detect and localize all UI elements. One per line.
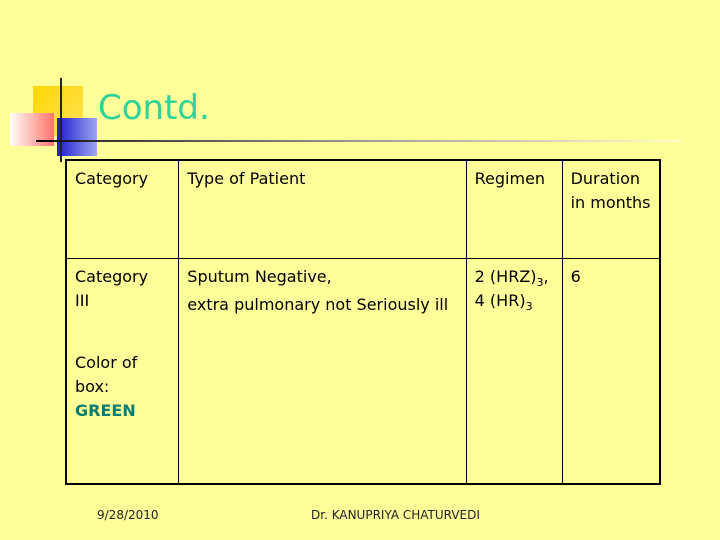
table-header-row [66, 160, 660, 258]
footer-author: Dr. KANUPRIYA CHATURVEDI [311, 508, 480, 522]
regimen-part2: 4 (HR) [474, 290, 526, 310]
regimen-sub2: 3 [525, 299, 533, 313]
color-label-line1: Color of [75, 352, 138, 372]
category-label: Category [75, 266, 149, 286]
color-label-line2: box: [75, 376, 110, 396]
patient-line2: extra pulmonary not Seriously ill [187, 294, 449, 314]
cell-category [66, 258, 179, 484]
cell-regimen [466, 258, 562, 484]
treatment-table [65, 159, 661, 485]
category-number: III [75, 290, 90, 310]
regimen-line2 [475, 289, 554, 313]
header-category: Category [66, 160, 179, 258]
cell-type-of-patient [179, 258, 466, 484]
title-underline [36, 140, 682, 142]
regimen-sub1: 3 [536, 275, 544, 289]
table-row [66, 258, 660, 484]
header-type-of-patient: Type of Patient [179, 160, 466, 258]
regimen-comma: , [543, 266, 549, 286]
cell-duration: 6 [562, 258, 660, 484]
color-value: GREEN [75, 400, 136, 420]
regimen-line1 [475, 265, 554, 289]
cell-spacer [75, 313, 170, 351]
footer-date: 9/28/2010 [97, 508, 159, 522]
regimen-part1: 2 (HRZ) [474, 266, 537, 286]
patient-line1: Sputum Negative, [187, 266, 332, 286]
decorative-vertical-line [60, 78, 62, 162]
header-regimen: Regimen [466, 160, 562, 258]
decorative-blue-square [57, 118, 97, 156]
slide-title: Contd. [98, 88, 210, 128]
header-duration: Duration in months [562, 160, 660, 258]
